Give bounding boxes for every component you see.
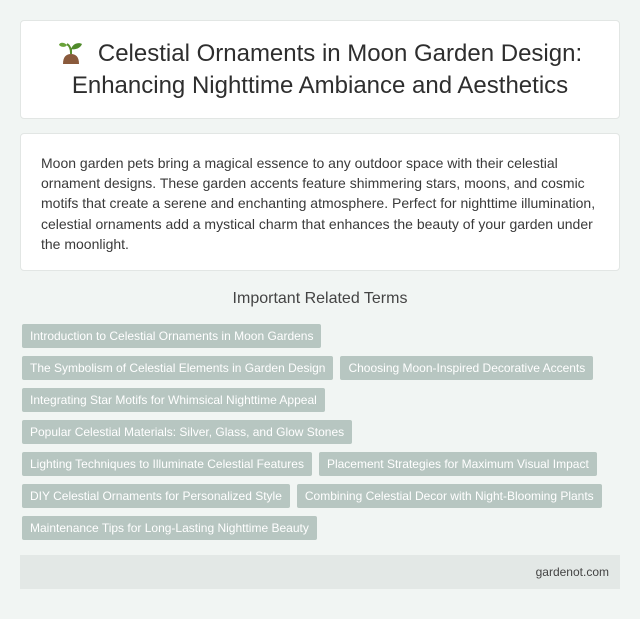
footer-site-link[interactable]: gardenot.com (535, 565, 609, 579)
related-term-tag[interactable]: The Symbolism of Celestial Elements in Garden Design (22, 356, 333, 380)
related-terms-heading: Important Related Terms (232, 290, 408, 307)
sprout-icon (58, 39, 84, 65)
related-term-tag[interactable]: Popular Celestial Materials: Silver, Glass, and Glow Stones (22, 420, 352, 444)
related-term-tag[interactable]: Lighting Techniques to Illuminate Celestial Features (22, 452, 312, 476)
related-term-tag[interactable]: Integrating Star Motifs for Whimsical Nighttime Appeal (22, 388, 325, 412)
title-card (20, 20, 620, 119)
intro-card (20, 133, 620, 271)
page-title-text: Celestial Ornaments in Moon Garden Design: Enhancing Nighttime Ambiance and Aesthetics (71, 39, 583, 99)
intro-text: Moon garden pets bring a magical essence to any outdoor space with their celestial ornament designs. These garden accents feature shimmering stars, moons, and cosmic motifs that create a serene and enchanting atmosphere. Perfect for nighttime illumination, celestial ornaments add a mystical charm that enhances the beauty of your garden under the moonlight. (41, 155, 596, 252)
related-term-tag[interactable]: Introduction to Celestial Ornaments in Moon Gardens (22, 324, 321, 348)
footer (20, 555, 620, 589)
related-term-tag[interactable]: Placement Strategies for Maximum Visual Impact (319, 452, 597, 476)
related-term-tag[interactable]: DIY Celestial Ornaments for Personalized Style (22, 484, 290, 508)
related-terms-list (22, 324, 622, 548)
page-title (40, 38, 600, 102)
related-term-tag[interactable]: Maintenance Tips for Long-Lasting Nighttime Beauty (22, 516, 317, 540)
related-term-tag[interactable]: Choosing Moon-Inspired Decorative Accents (340, 356, 593, 380)
related-term-tag[interactable]: Combining Celestial Decor with Night-Blooming Plants (297, 484, 602, 508)
